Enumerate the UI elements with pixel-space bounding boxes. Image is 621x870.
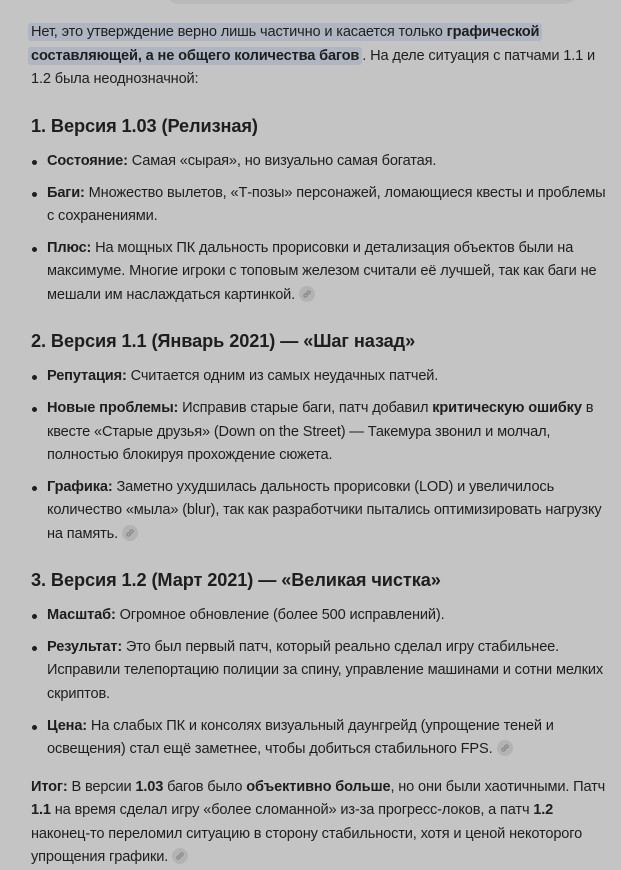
link-icon — [302, 289, 312, 299]
source-link-button[interactable] — [122, 525, 138, 541]
link-icon — [175, 851, 185, 861]
user-message-bubble — [165, 0, 578, 4]
list-item: Цена: На слабых ПК и консолях визуальный даунгрейд (упрощение теней и освещения) стал ещё заметнее, чтобы добиться стабильного FPS. — [31, 715, 606, 762]
source-link-button[interactable] — [299, 286, 315, 302]
intro-paragraph: Нет, это утверждение верно лишь частично и касается только графической составляющей, а не общего количества багов . На деле ситуация с патчами 1.1 и 1.2 была неоднозначной: — [31, 21, 606, 92]
section-heading-2: 2. Версия 1.1 (Январь 2021) — «Шаг назад» — [31, 331, 416, 352]
summary-paragraph: Итог: В версии 1.03 багов было объективно больше, но они были хаотичными. Патч 1.1 на время сделал игру «более сломанной» из-за прогресс-локов, а патч 1.2 наконец-то переломил ситуацию в сторону стабильности, хотя и ценой некоторого упрощения графики. — [31, 778, 606, 866]
section-2-list — [31, 365, 606, 546]
list-item: Результат: Это был первый патч, который реально сделал игру стабильнее. Исправили телепортацию полиции за спину, управление машинами и сотни мелких скриптов. — [31, 636, 606, 706]
list-item: Масштаб: Огромное обновление (более 500 исправлений). — [31, 604, 606, 627]
section-heading-1: 1. Версия 1.03 (Релизная) — [31, 115, 258, 136]
list-item: Новые проблемы: Исправив старые баги, патч добавил критическую ошибку в квесте «Старые друзья» (Down on the Street) — Такемура звонил и молчал, полностью блокируя прохождение сюжета. — [31, 397, 606, 467]
section-heading-3: 3. Версия 1.2 (Март 2021) — «Великая чистка» — [31, 570, 441, 591]
section-1-list — [31, 150, 606, 307]
list-item: Состояние: Самая «сырая», но визуально самая богатая. — [31, 150, 606, 173]
list-item: Плюс: На мощных ПК дальность прорисовки и детализация объектов были на максимуме. Многие игроки с топовым железом считали её лучшей, так как баги не мешали им наслаждаться картинкой. — [31, 237, 606, 307]
highlighted-selection[interactable]: Нет, это утверждение верно лишь частично и касается только графической составляющей, а не общего количества багов — [28, 23, 542, 65]
source-link-button[interactable] — [172, 848, 188, 864]
source-link-button[interactable] — [497, 740, 513, 756]
link-icon — [500, 743, 510, 753]
link-icon — [125, 528, 135, 538]
list-item: Баги: Множество вылетов, «Т-позы» персонажей, ломающиеся квесты и проблемы с сохранениями. — [31, 182, 606, 229]
assistant-response — [31, 21, 606, 870]
list-item: Репутация: Считается одним из самых неудачных патчей. — [31, 365, 606, 388]
section-3-list — [31, 604, 606, 761]
list-item: Графика: Заметно ухудшилась дальность прорисовки (LOD) и увеличилось количество «мыла» (blur), так как разработчики пытались оптимизировать нагрузку на память. — [31, 476, 606, 546]
